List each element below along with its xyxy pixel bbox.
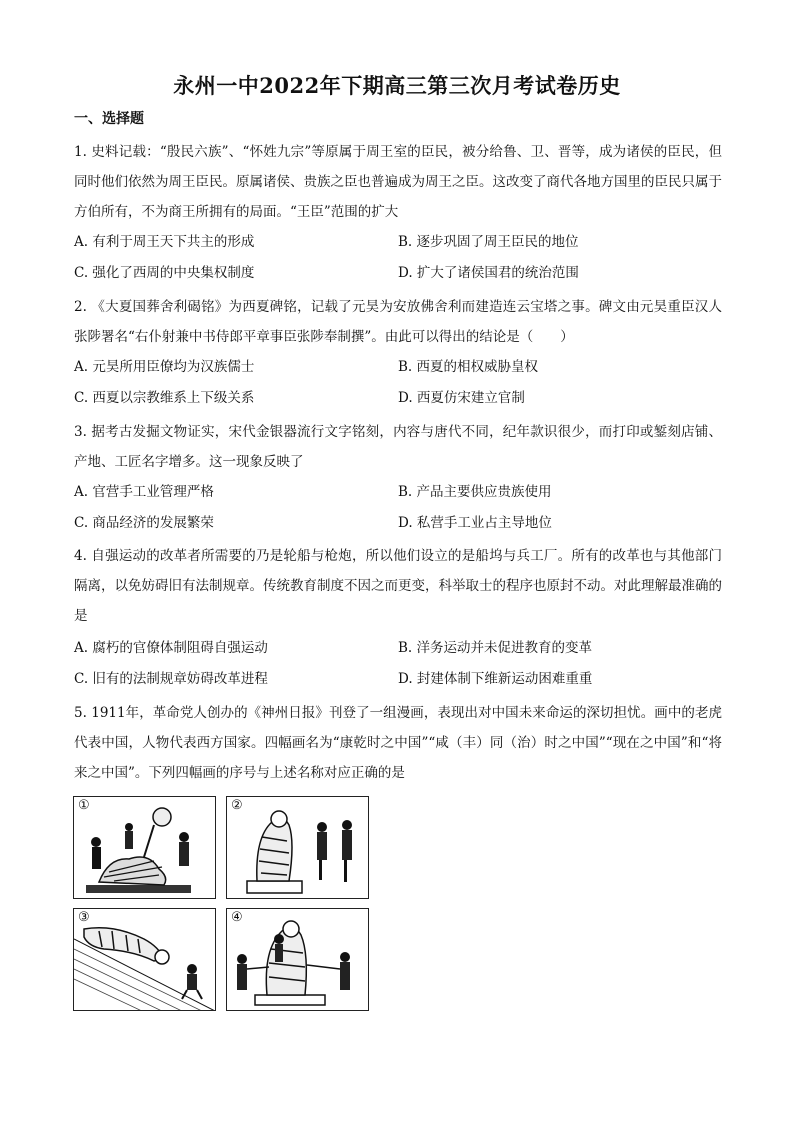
q2-option-c[interactable]: C. 西夏以宗教维系上下级关系 bbox=[74, 390, 255, 406]
panel-3-label: ③ bbox=[78, 910, 90, 925]
cartoon-2-illustration bbox=[227, 797, 369, 899]
panel-1-label: ① bbox=[78, 798, 90, 813]
q2-option-a[interactable]: A. 元昊所用臣僚均为汉族儒士 bbox=[74, 359, 255, 375]
panel-4-label: ④ bbox=[231, 910, 243, 925]
question-2-stem: 2. 《大夏国葬舍利碣铭》为西夏碑铭，记载了元昊为安放佛舍利而建造连云宝塔之事。碑文由元昊重臣汉人张陟署名“右仆射兼中书侍郎平章事臣张陟奉制撰”。由此可以得出的结论是（ ） bbox=[74, 299, 722, 345]
q2-option-b[interactable]: B. 西夏的相权威胁皇权 bbox=[398, 359, 539, 375]
question-3-stem: 3. 据考古发掘文物证实，宋代金银器流行文字铭刻，内容与唐代不同，纪年款识很少，而打印或錾刻店铺、产地、工匠名字增多。这一现象反映了 bbox=[74, 424, 722, 470]
q1-option-a[interactable]: A. 有利于周王天下共主的形成 bbox=[74, 234, 255, 250]
cartoon-panel-3 bbox=[73, 908, 216, 1011]
cartoon-panel-2 bbox=[226, 796, 369, 899]
cartoon-3-illustration bbox=[74, 909, 216, 1011]
q3-option-b[interactable]: B. 产品主要供应贵族使用 bbox=[398, 484, 552, 500]
q4-option-d[interactable]: D. 封建体制下维新运动困难重重 bbox=[398, 671, 593, 687]
exam-title: 永州一中2022年下期高三第三次月考试卷历史 bbox=[173, 73, 621, 98]
q1-option-b[interactable]: B. 逐步巩固了周王臣民的地位 bbox=[398, 234, 579, 250]
q3-option-a[interactable]: A. 官营手工业管理严格 bbox=[74, 484, 214, 500]
q3-option-c[interactable]: C. 商品经济的发展繁荣 bbox=[74, 515, 214, 531]
cartoon-1-illustration bbox=[74, 797, 216, 899]
q3-option-d[interactable]: D. 私营手工业占主导地位 bbox=[398, 515, 552, 531]
q2-option-d[interactable]: D. 西夏仿宋建立官制 bbox=[398, 390, 525, 406]
question-4-stem: 4. 自强运动的改革者所需要的乃是轮船与枪炮，所以他们设立的是船坞与兵工厂。所有的改革也与其他部门隔离，以免妨碍旧有法制规章。传统教育制度不因之而更变，科举取士的程序也原封不动。对此理解最准确的是 bbox=[74, 548, 722, 624]
q4-option-b[interactable]: B. 洋务运动并未促进教育的变革 bbox=[398, 640, 593, 656]
panel-2-label: ② bbox=[231, 798, 243, 813]
q4-option-a[interactable]: A. 腐朽的官僚体制阻碍自强运动 bbox=[74, 640, 268, 656]
q1-option-d[interactable]: D. 扩大了诸侯国君的统治范围 bbox=[398, 265, 579, 281]
cartoon-panel-1 bbox=[73, 796, 216, 899]
question-5-stem: 5. 1911年，革命党人创办的《神州日报》刊登了一组漫画，表现出对中国未来命运的深切担忧。画中的老虎代表中国，人物代表西方国家。四幅画名为“康乾时之中国”“咸（丰）同（治）时之中国”“现在之中国”和“将来之中国”。下列四幅画的序号与上述名称对应正确的是 bbox=[74, 705, 722, 781]
q1-option-c[interactable]: C. 强化了西周的中央集权制度 bbox=[74, 265, 255, 281]
cartoon-4-illustration bbox=[227, 909, 369, 1011]
section-heading: 一、选择题 bbox=[74, 111, 144, 127]
q4-option-c[interactable]: C. 旧有的法制规章妨碍改革进程 bbox=[74, 671, 268, 687]
question-1-stem: 1. 史料记载：“殷民六族”、“怀姓九宗”等原属于周王室的臣民，被分给鲁、卫、晋等，成为诸侯的臣民，但同时他们依然为周王臣民。原属诸侯、贵族之臣也普遍成为周王之臣。这改变了商代各地方国里的臣民只属于方伯所有，不为商王所拥有的局面。“王臣”范围的扩大 bbox=[74, 144, 722, 220]
cartoon-panel-4 bbox=[226, 908, 369, 1011]
